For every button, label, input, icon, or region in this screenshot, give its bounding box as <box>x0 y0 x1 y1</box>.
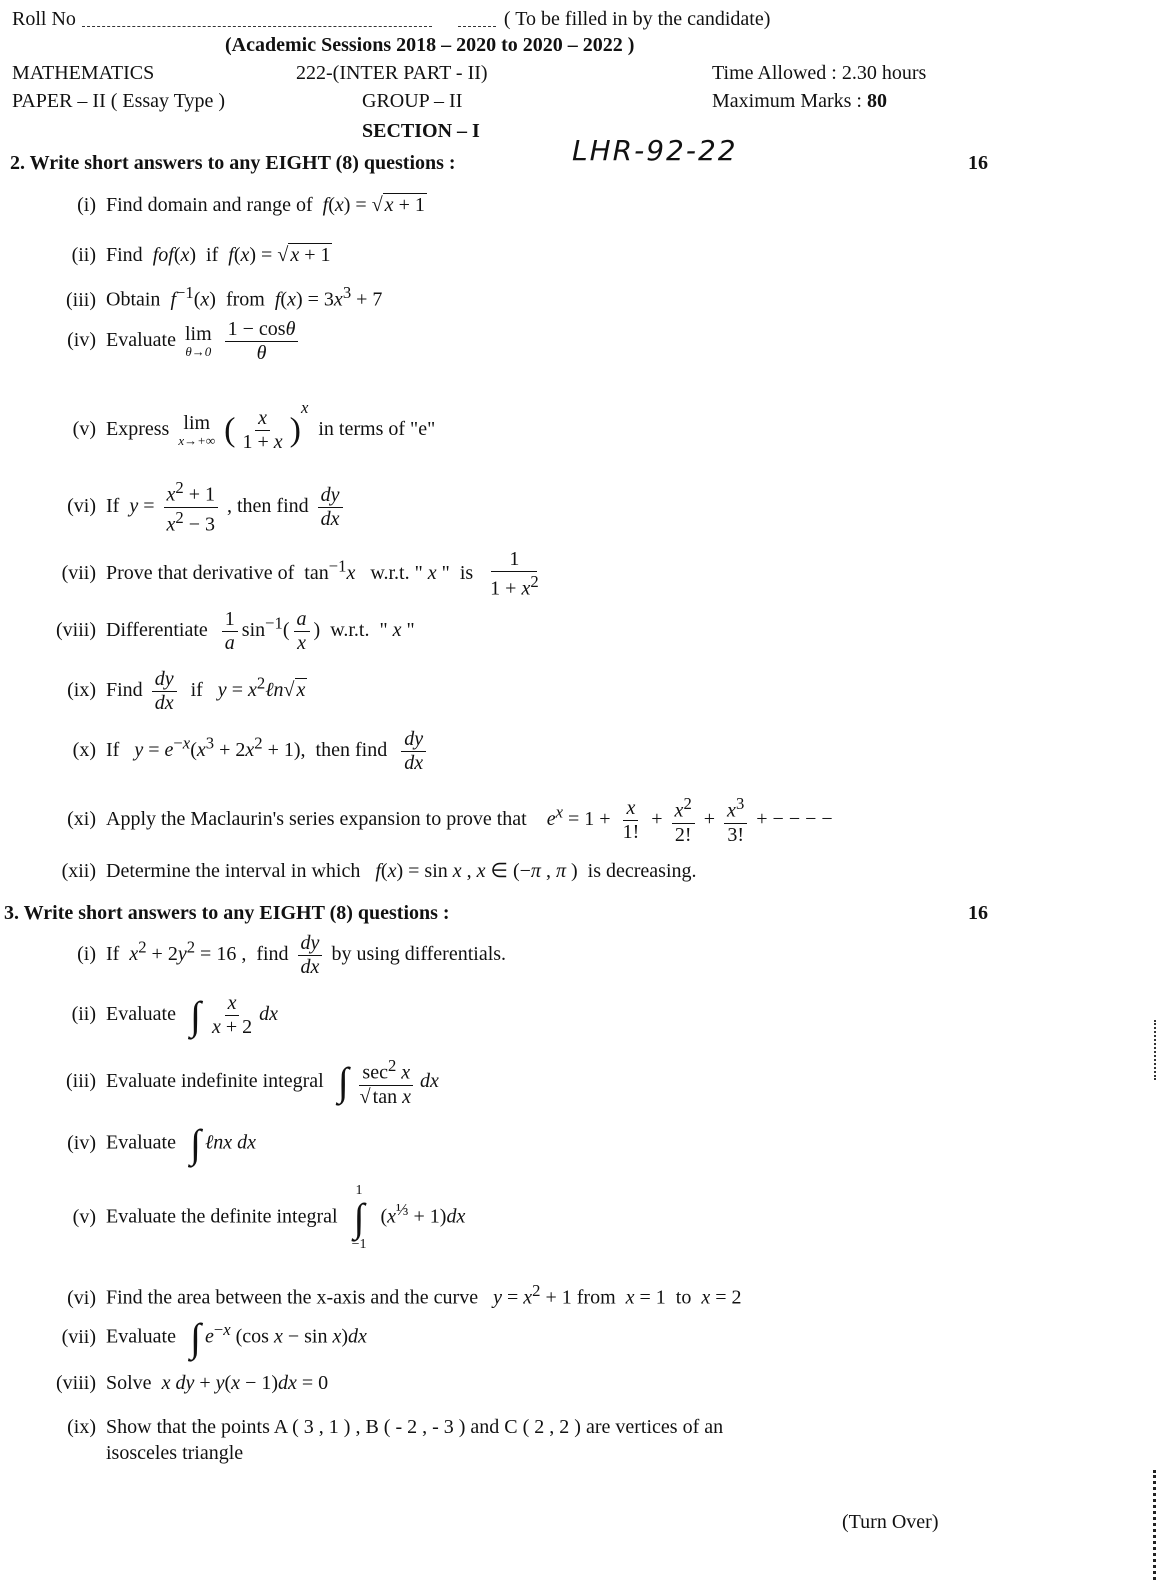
item-number: (iv) <box>67 329 96 352</box>
item-number: (xi) <box>67 807 96 830</box>
item-text: Show that the points A ( 3 , 1 ) , B ( - 2 , - 3 ) and C ( 2 , 2 ) are vertices of an <box>106 1416 724 1438</box>
item-number: (v) <box>72 1205 96 1228</box>
paper-type: PAPER – II ( Essay Type ) <box>12 90 226 112</box>
item-text: Solve <box>106 1372 152 1394</box>
academic-sessions: (Academic Sessions 2018 – 2020 to 2020 – 2022 ) <box>225 34 635 56</box>
item-number: (xii) <box>61 860 96 882</box>
q2-item-vi: (vi) If y = $\frac{x^2 + 1}{x^2 - 3}$ , then find $\frac{dy}{dx}$ <box>36 478 347 536</box>
item-number: (vii) <box>61 1325 96 1348</box>
q3-item-iii: (iii) Evaluate indefinite integral ∫ $\frac{\sec^2 x}{\text{√ tan x}}$ dx <box>36 1056 439 1109</box>
q3-item-ii: (ii) Evaluate ∫ $\frac{x}{x + 2}$ dx <box>36 992 278 1039</box>
item-text: Find <box>106 244 143 266</box>
item-text: Evaluate the definite integral <box>106 1205 338 1228</box>
item-number: (viii) <box>56 1372 96 1394</box>
maximum-marks <box>712 90 887 113</box>
item-text: Prove that derivative of <box>106 561 295 584</box>
q2-item-xi: (xi) Apply the Maclaurin's series expansion to prove that $e^x = 1$ + $\frac{x}{1!}$ + $\frac{x^2}{2!}$ + $\frac{x^3}{3!}$ + − − − − <box>36 794 833 847</box>
q2-item-i: (i) Find domain and range of f(x) = √ x + 1 <box>36 194 427 217</box>
q3-item-vi: (vi) Find the area between the x-axis and the curve $y = x^2 + 1$ from x = 1 to x = 2 <box>36 1281 742 1310</box>
item-text: Evaluate <box>106 1131 176 1154</box>
item-number: (vi) <box>67 494 96 517</box>
item-text: Find the area between the x-axis and the curve <box>106 1286 479 1309</box>
item-number: (iv) <box>67 1131 96 1154</box>
paper-code: 222-(INTER PART - II) <box>296 62 488 84</box>
q2-item-iii: (iii) Obtain $f^{-1}(x)$ from $f(x) = 3x^3 + 7$ <box>36 283 382 312</box>
item-number: (ii) <box>71 244 96 266</box>
item-text: Determine the interval in which <box>106 860 361 882</box>
item-number: (iii) <box>66 288 96 311</box>
item-text: Find <box>106 679 143 702</box>
item-number: (vi) <box>67 1286 96 1309</box>
q2-item-x: (x) If $y = e^{-x}(x^3 + 2x^2 + 1)$, then find $\frac{dy}{dx}$ <box>36 728 430 775</box>
item-number: (x) <box>72 739 96 762</box>
q3-heading: 3. Write short answers to any EIGHT (8) questions : <box>4 902 450 924</box>
time-allowed: Time Allowed : 2.30 hours <box>712 62 927 84</box>
q3-item-ix <box>36 1416 723 1439</box>
item-text: If <box>106 494 120 517</box>
item-tail: then find <box>315 739 388 762</box>
q3-marks: 16 <box>968 902 988 924</box>
scan-edge-mark <box>1151 1020 1156 1080</box>
item-text: Differentiate <box>106 619 208 642</box>
item-number: (ix) <box>67 679 96 702</box>
item-tail: by using differentials. <box>331 943 507 966</box>
q2-heading: 2. Write short answers to any EIGHT (8) questions : <box>10 152 456 174</box>
item-number: (v) <box>72 418 96 440</box>
q2-item-v: (v) Express lim x→+∞ ( $\frac{x}{1 + x}$ )$^x$ in terms of "e" <box>36 398 435 454</box>
item-number: (ii) <box>71 1003 96 1026</box>
scan-edge-mark <box>1150 1470 1156 1580</box>
item-text: Find domain and range of <box>106 194 313 216</box>
q3-item-vii: (vii) Evaluate ∫ $e^{-x}$ (cos x − sin x)dx <box>36 1318 367 1358</box>
q3-item-viii: (viii) Solve x dy + y(x − 1)dx = 0 <box>36 1372 328 1395</box>
roll-note: ( To be filled in by the candidate) <box>503 8 771 30</box>
max-marks-value: 80 <box>867 90 887 112</box>
item-text: Evaluate indefinite integral <box>106 1069 324 1092</box>
item-tail: in terms of "e" <box>318 418 436 440</box>
max-marks-label: Maximum Marks : <box>712 90 862 112</box>
item-number: (viii) <box>56 619 96 642</box>
section-title: SECTION – I <box>362 120 480 142</box>
q2-item-xii: (xii) Determine the interval in which f(x) = sin x , x ∈ (−π , π ) is decreasing. <box>36 858 697 883</box>
item-text: If <box>106 739 120 762</box>
q3-item-v: (v) Evaluate the definite integral 1 ∫ −1 $(x^{\frac{1}{3}} + 1)dx$ <box>36 1184 465 1252</box>
q2-item-viii: (viii) Differentiate $\frac{1}{a}$ $\sin^{-1}$( $\frac{a}{x}$ ) w.r.t. " x " <box>36 608 415 655</box>
q2-item-ii: (ii) Find fof(x) if f(x) = √ x + 1 <box>36 244 332 267</box>
roll-label: Roll No <box>12 8 76 30</box>
roll-number-blank[interactable] <box>82 26 432 27</box>
item-text: Obtain <box>106 288 161 311</box>
item-tail: , then find <box>227 494 309 517</box>
q3-item-ix-continued: isosceles triangle <box>106 1442 244 1464</box>
item-text: If <box>106 943 120 966</box>
item-number: (iii) <box>66 1069 96 1092</box>
item-number: (ix) <box>67 1416 96 1438</box>
subject: MATHEMATICS <box>12 62 155 84</box>
group: GROUP – II <box>362 90 463 112</box>
item-text: Evaluate <box>106 1003 176 1026</box>
item-number: (i) <box>77 194 96 216</box>
turn-over-note: (Turn Over) <box>842 1511 939 1533</box>
item-tail: is decreasing. <box>587 860 697 882</box>
handwritten-code: LHR-92-22 <box>572 134 738 167</box>
item-text: Express <box>106 418 170 440</box>
q3-item-i: (i) If $x^2 + 2y^2 = 16$ , find $\frac{dy}{dx}$ by using differentials. <box>36 932 506 979</box>
q2-item-iv: (iv) Evaluate lim θ→0 $\frac{1 - \cos\theta}{\theta}$ <box>36 318 302 365</box>
q3-item-iv: (iv) Evaluate ∫ ℓnx dx <box>36 1124 256 1164</box>
item-text: Evaluate <box>106 1325 176 1348</box>
item-text: Evaluate <box>106 329 176 352</box>
roll-number-line <box>12 8 770 31</box>
q2-marks: 16 <box>968 152 988 174</box>
item-text: Apply the Maclaurin's series expansion to prove that <box>106 807 527 830</box>
item-number: (vii) <box>61 561 96 584</box>
item-number: (i) <box>77 943 96 966</box>
roll-number-blank-short <box>458 26 496 27</box>
q2-item-vii: (vii) Prove that derivative of $\tan^{-1}x$ w.r.t. " x " is $\frac{1}{1 + x^2}$ <box>36 548 546 601</box>
q2-item-ix: (ix) Find $\frac{dy}{dx}$ if $y = x^2\ell n√$ x <box>36 668 307 715</box>
